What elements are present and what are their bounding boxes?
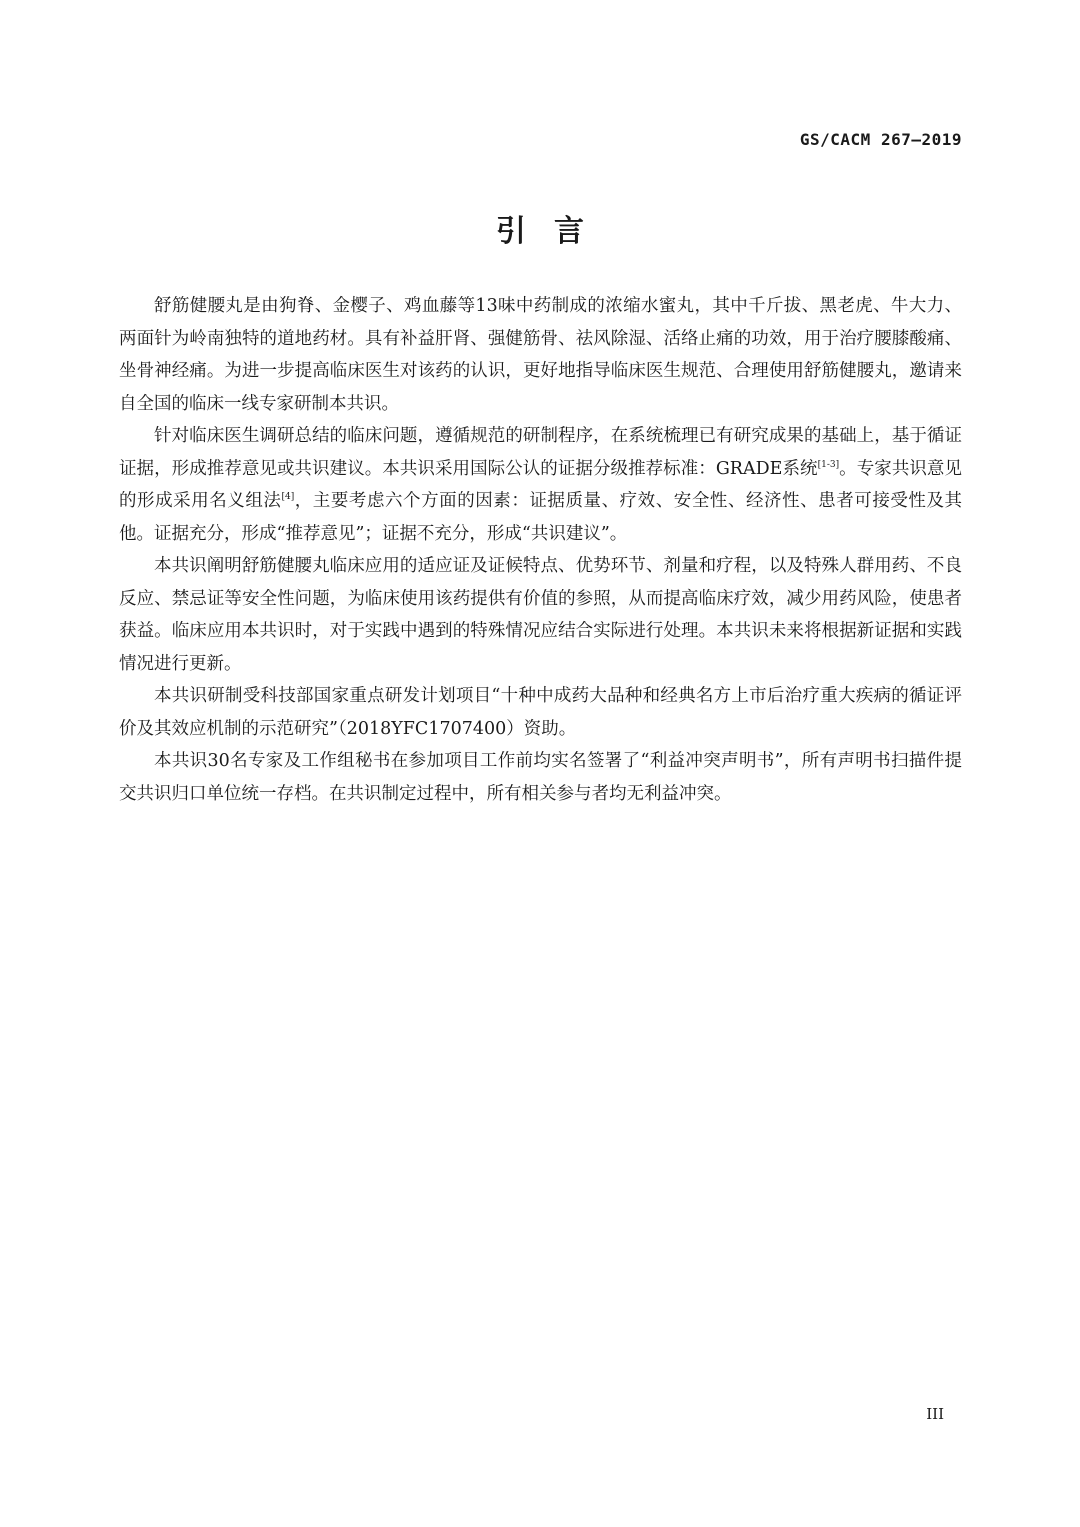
paragraph-3: 本共识阐明舒筋健腰丸临床应用的适应证及证候特点、优势环节、剂量和疗程，以及特殊人群用药、不良反应、禁忌证等安全性问题，为临床使用该药提供有价值的参照，从而提高临床疗效，减少用药风险，使患者获益。临床应用本共识时，对于实践中遇到的特殊情况应结合实际进行处理。本共识未来将根据新证据和实践情况进行更新。 [119,556,962,674]
introduction-body [119,290,962,810]
paragraph-2-part-c: ，主要考虑六个方面的因素：证据质量、疗效、安全性、经济性、患者可接受性及其他。证据充分，形成“推荐意见”；证据不充分，形成“共识建议”。 [119,491,963,544]
page-number: III [926,1405,944,1423]
paragraph-4: 本共识研制受科技部国家重点研发计划项目“十种中成药大品种和经典名方上市后治疗重大疾病的循证评价及其效应机制的示范研究”（2018YFC1707400）资助。 [119,686,962,739]
paragraph-2 [119,420,962,550]
paragraph-2-part-a: 针对临床医生调研总结的临床问题，遵循规范的研制程序，在系统梳理已有研究成果的基础上，基于循证证据，形成推荐意见或共识建议。本共识采用国际公认的证据分级推荐标准：GRADE系统 [119,426,962,479]
paragraph-2-part-b: 。专家共识意见的形成采用名义组法 [119,458,962,511]
document-code: GS/CACM 267—2019 [799,130,962,149]
citation-1-3: [1-3] [817,459,840,470]
citation-4: [4] [281,492,295,503]
paragraph-5: 本共识30名专家及工作组秘书在参加项目工作前均实名签署了“利益冲突声明书”，所有声明书扫描件提交共识归口单位统一存档。在共识制定过程中，所有相关参与者均无利益冲突。 [119,751,962,804]
paragraph-1: 舒筋健腰丸是由狗脊、金樱子、鸡血藤等13味中药制成的浓缩水蜜丸，其中千斤拔、黑老虎、牛大力、两面针为岭南独特的道地药材。具有补益肝肾、强健筋骨、祛风除湿、活络止痛的功效，用于治疗腰膝酸痛、坐骨神经痛。为进一步提高临床医生对该药的认识，更好地指导临床医生规范、合理使用舒筋健腰丸，邀请来自全国的临床一线专家研制本共识。 [119,296,962,414]
page-title: 引言 [496,214,612,250]
